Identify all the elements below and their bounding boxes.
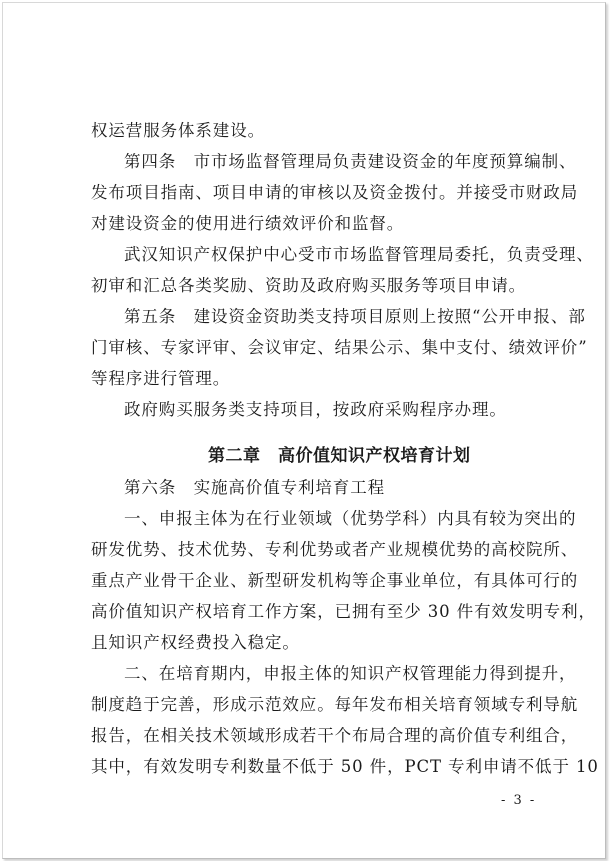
article-6-line: 第六条 实施高价值专利培育工程 bbox=[124, 478, 385, 497]
text-line: 门审核、专家评审、会议审定、结果公示、集中支付、绩效评价” bbox=[91, 338, 588, 357]
text-line: 武汉知识产权保护中心受市市场监督管理局委托，负责受理、 bbox=[124, 245, 594, 264]
chapter-heading: 第二章 高价值知识产权培育计划 bbox=[208, 446, 471, 466]
text-line: 对建设资金的使用进行绩效评价和监督。 bbox=[91, 214, 405, 233]
text-line: 初审和汇总各类奖励、资助及政府购买服务等项目申请。 bbox=[91, 276, 526, 295]
text-line: 且知识产权经费投入稳定。 bbox=[91, 633, 300, 652]
text-line: 二、在培育期内，申报主体的知识产权管理能力得到提升， bbox=[124, 664, 577, 683]
text-line: 重点产业骨干企业、新型研发机构等企事业单位，有具体可行的 bbox=[91, 571, 579, 590]
text-line: 一、申报主体为在行业领域（优势学科）内具有较为突出的 bbox=[124, 509, 577, 528]
text-line: 高价值知识产权培育工作方案，已拥有至少 30 件有效发明专利， bbox=[91, 602, 596, 621]
article-4-line: 第四条 市市场监督管理局负责建设资金的年度预算编制、 bbox=[124, 152, 577, 171]
text-line: 发布项目指南、项目申请的审核以及资金拨付。并接受市财政局 bbox=[91, 183, 579, 202]
text-line: 研发优势、技术优势、专利优势或者产业规模优势的高校院所、 bbox=[91, 540, 579, 559]
document-page bbox=[2, 2, 606, 859]
text-line: 等程序进行管理。 bbox=[91, 369, 231, 388]
text-line: 政府购买服务类支持项目，按政府采购程序办理。 bbox=[124, 400, 507, 419]
article-5-line: 第五条 建设资金资助类支持项目原则上按照“公开申报、部 bbox=[124, 307, 586, 326]
text-line: 报告，在相关技术领域形成若干个布局合理的高价值专利组合， bbox=[91, 726, 579, 745]
text-line: 权运营服务体系建设。 bbox=[91, 121, 265, 140]
text-line: 其中，有效发明专利数量不低于 50 件，PCT 专利申请不低于 10 bbox=[91, 757, 599, 776]
page-number: - 3 - bbox=[501, 793, 537, 808]
text-line: 制度趋于完善，形成示范效应。每年发布相关培育领域专利导航 bbox=[91, 695, 579, 714]
